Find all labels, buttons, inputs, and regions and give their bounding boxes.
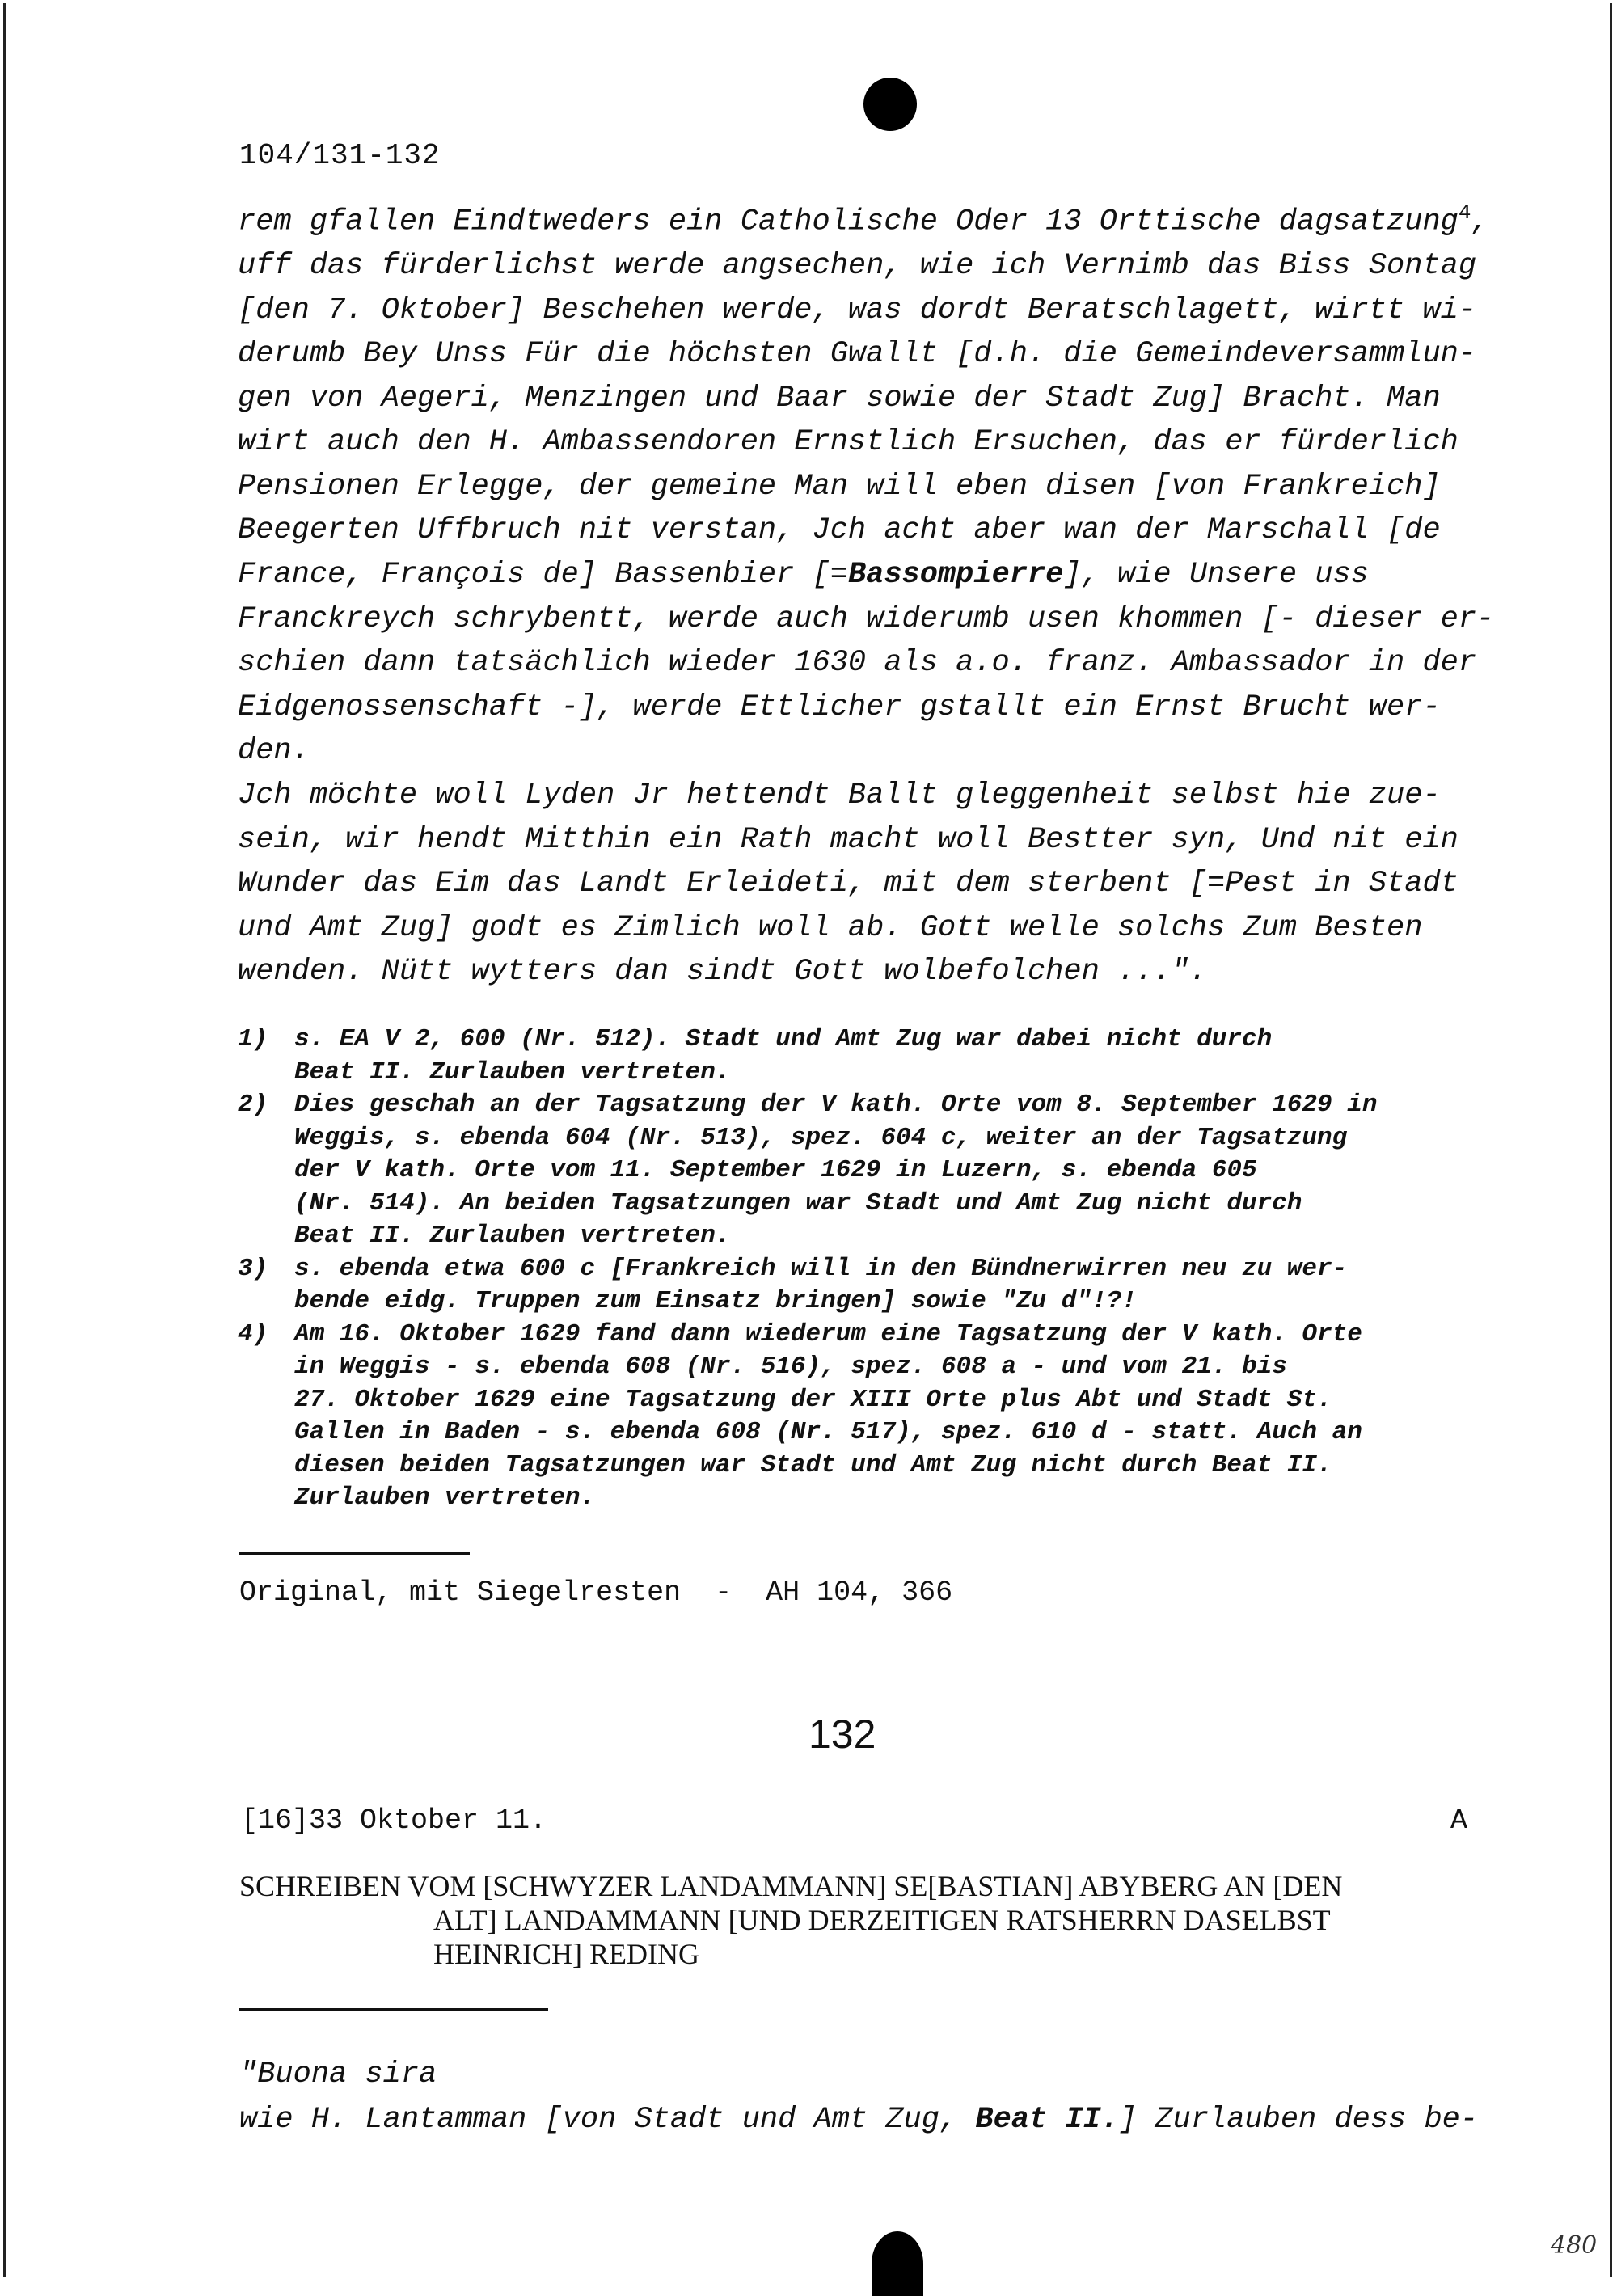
body-line: und Amt Zug] godt es Zimlich woll ab. Gott welle solchs Zum Besten	[238, 910, 1423, 945]
footnote-4: 4) Am 16. Oktober 1629 fand dann wiederum eine Tagsatzung der V kath. Orte in Weggis - s. ebenda 608 (Nr. 516), spez. 608 a - und vom 21. bis 27. Oktober 1629 eine Tagsatzung der XIII Orte plus Abt und Stadt St. Gallen in Baden - s. ebenda 608 (Nr. 517), spez. 610 d - statt. Auch an diesen beiden Tagsatzungen war Stadt und Amt Zug nicht durch Beat II. Zurlauben vertreten.	[238, 1319, 1362, 1512]
letter-text: "Buona sira wie H. Lantamman [von Stadt und Amt Zug, Beat II.] Zurlauben dess be-	[239, 2058, 1479, 2137]
body-line: Franckreych schrybentt, werde auch widerumb usen khommen [- dieser er-	[238, 601, 1495, 636]
body-line: Eidgenossenschaft -], werde Ettlicher gstallt ein Ernst Brucht wer-	[238, 690, 1441, 724]
divider-rule	[239, 2008, 548, 2011]
body-line: derumb Bey Unss Für die höchsten Gwallt [d.h. die Gemeindeversammlun-	[238, 337, 1477, 372]
footnote-1: 1) s. EA V 2, 600 (Nr. 512). Stadt und Amt Zug war dabei nicht durch Beat II. Zurlauben vertreten.	[238, 1025, 1273, 1087]
document-date: [16]33 Oktober 11.	[241, 1804, 547, 1837]
punch-hole-top	[863, 78, 917, 131]
body-line: Wunder das Eim das Landt Erleideti, mit dem sterbent [=Pest in Stadt	[238, 867, 1459, 901]
body-line: Beegerten Uffbruch nit verstan, Jch acht aber wan der Marschall [de	[238, 513, 1441, 548]
body-line: [den 7. Oktober] Beschehen werde, was dordt Beratschlagett, wirtt wi-	[238, 293, 1477, 327]
body-line: sein, wir hendt Mitthin ein Rath macht woll Bestter syn, Und nit ein	[238, 822, 1459, 857]
page-number: 480	[1551, 2231, 1598, 2260]
body-line: schien dann tatsächlich wieder 1630 als a.o. franz. Ambassador in der	[238, 646, 1477, 681]
body-text	[238, 191, 1495, 994]
body-line: wenden. Nütt wytters dan sindt Gott wolbefolchen ...".	[238, 955, 1207, 990]
document-number: 132	[808, 1711, 876, 1757]
body-line: France, François de] Bassenbier [=Bassompierre], wie Unsere uss	[238, 558, 1369, 593]
footnote-3: 3) s. ebenda etwa 600 c [Frankreich will in den Bündnerwirren neu zu wer- bende eidg. Truppen zum Einsatz bringen] sowie "Zu d"!?!	[238, 1254, 1348, 1315]
punch-hole-bottom	[872, 2231, 923, 2296]
footnotes	[238, 1023, 1499, 1515]
body-line: Pensionen Erlegge, der gemeine Man will eben disen [von Frankreich]	[238, 469, 1441, 504]
body-line: wirt auch den H. Ambassendoren Ernstlich Ersuchen, das er fürderlich	[238, 425, 1459, 460]
document-letter: A	[1450, 1804, 1468, 1837]
document-reference: 104/131-132	[239, 139, 441, 172]
body-line: Jch möchte woll Lyden Jr hettendt Ballt gleggenheit selbst hie zue-	[238, 779, 1441, 813]
divider-rule	[239, 1552, 470, 1555]
body-line: gen von Aegeri, Menzingen und Baar sowie der Stadt Zug] Bracht. Man	[238, 381, 1441, 416]
body-line: den.	[238, 734, 310, 769]
document-heading: SCHREIBEN VOM [SCHWYZER LANDAMMANN] SE[BASTIAN] ABYBERG AN [DEN ALT] LANDAMMANN [UND DERZEITIGEN RATSHERRN DASELBST HEINRICH] REDING	[239, 1870, 1343, 1970]
body-line: uff das fürderlichst werde angsechen, wie ich Vernimb das Biss Sontag	[238, 248, 1477, 283]
footnote-2: 2) Dies geschah an der Tagsatzung der V kath. Orte vom 8. September 1629 in Weggis, s. ebenda 604 (Nr. 513), spez. 604 c, weiter an der Tagsatzung der V kath. Orte vom 11. September 1629 in Luzern, s. ebenda 605 (Nr. 514). An beiden Tagsatzungen war Stadt und Amt Zug nicht durch Beat II. Zurlauben vertreten.	[238, 1091, 1378, 1250]
source-line: Original, mit Siegelresten - AH 104, 366	[239, 1576, 953, 1609]
body-line: rem gfallen Eindtweders ein Catholische Oder 13 Orttische dagsatzung$^4$,	[238, 200, 1489, 239]
